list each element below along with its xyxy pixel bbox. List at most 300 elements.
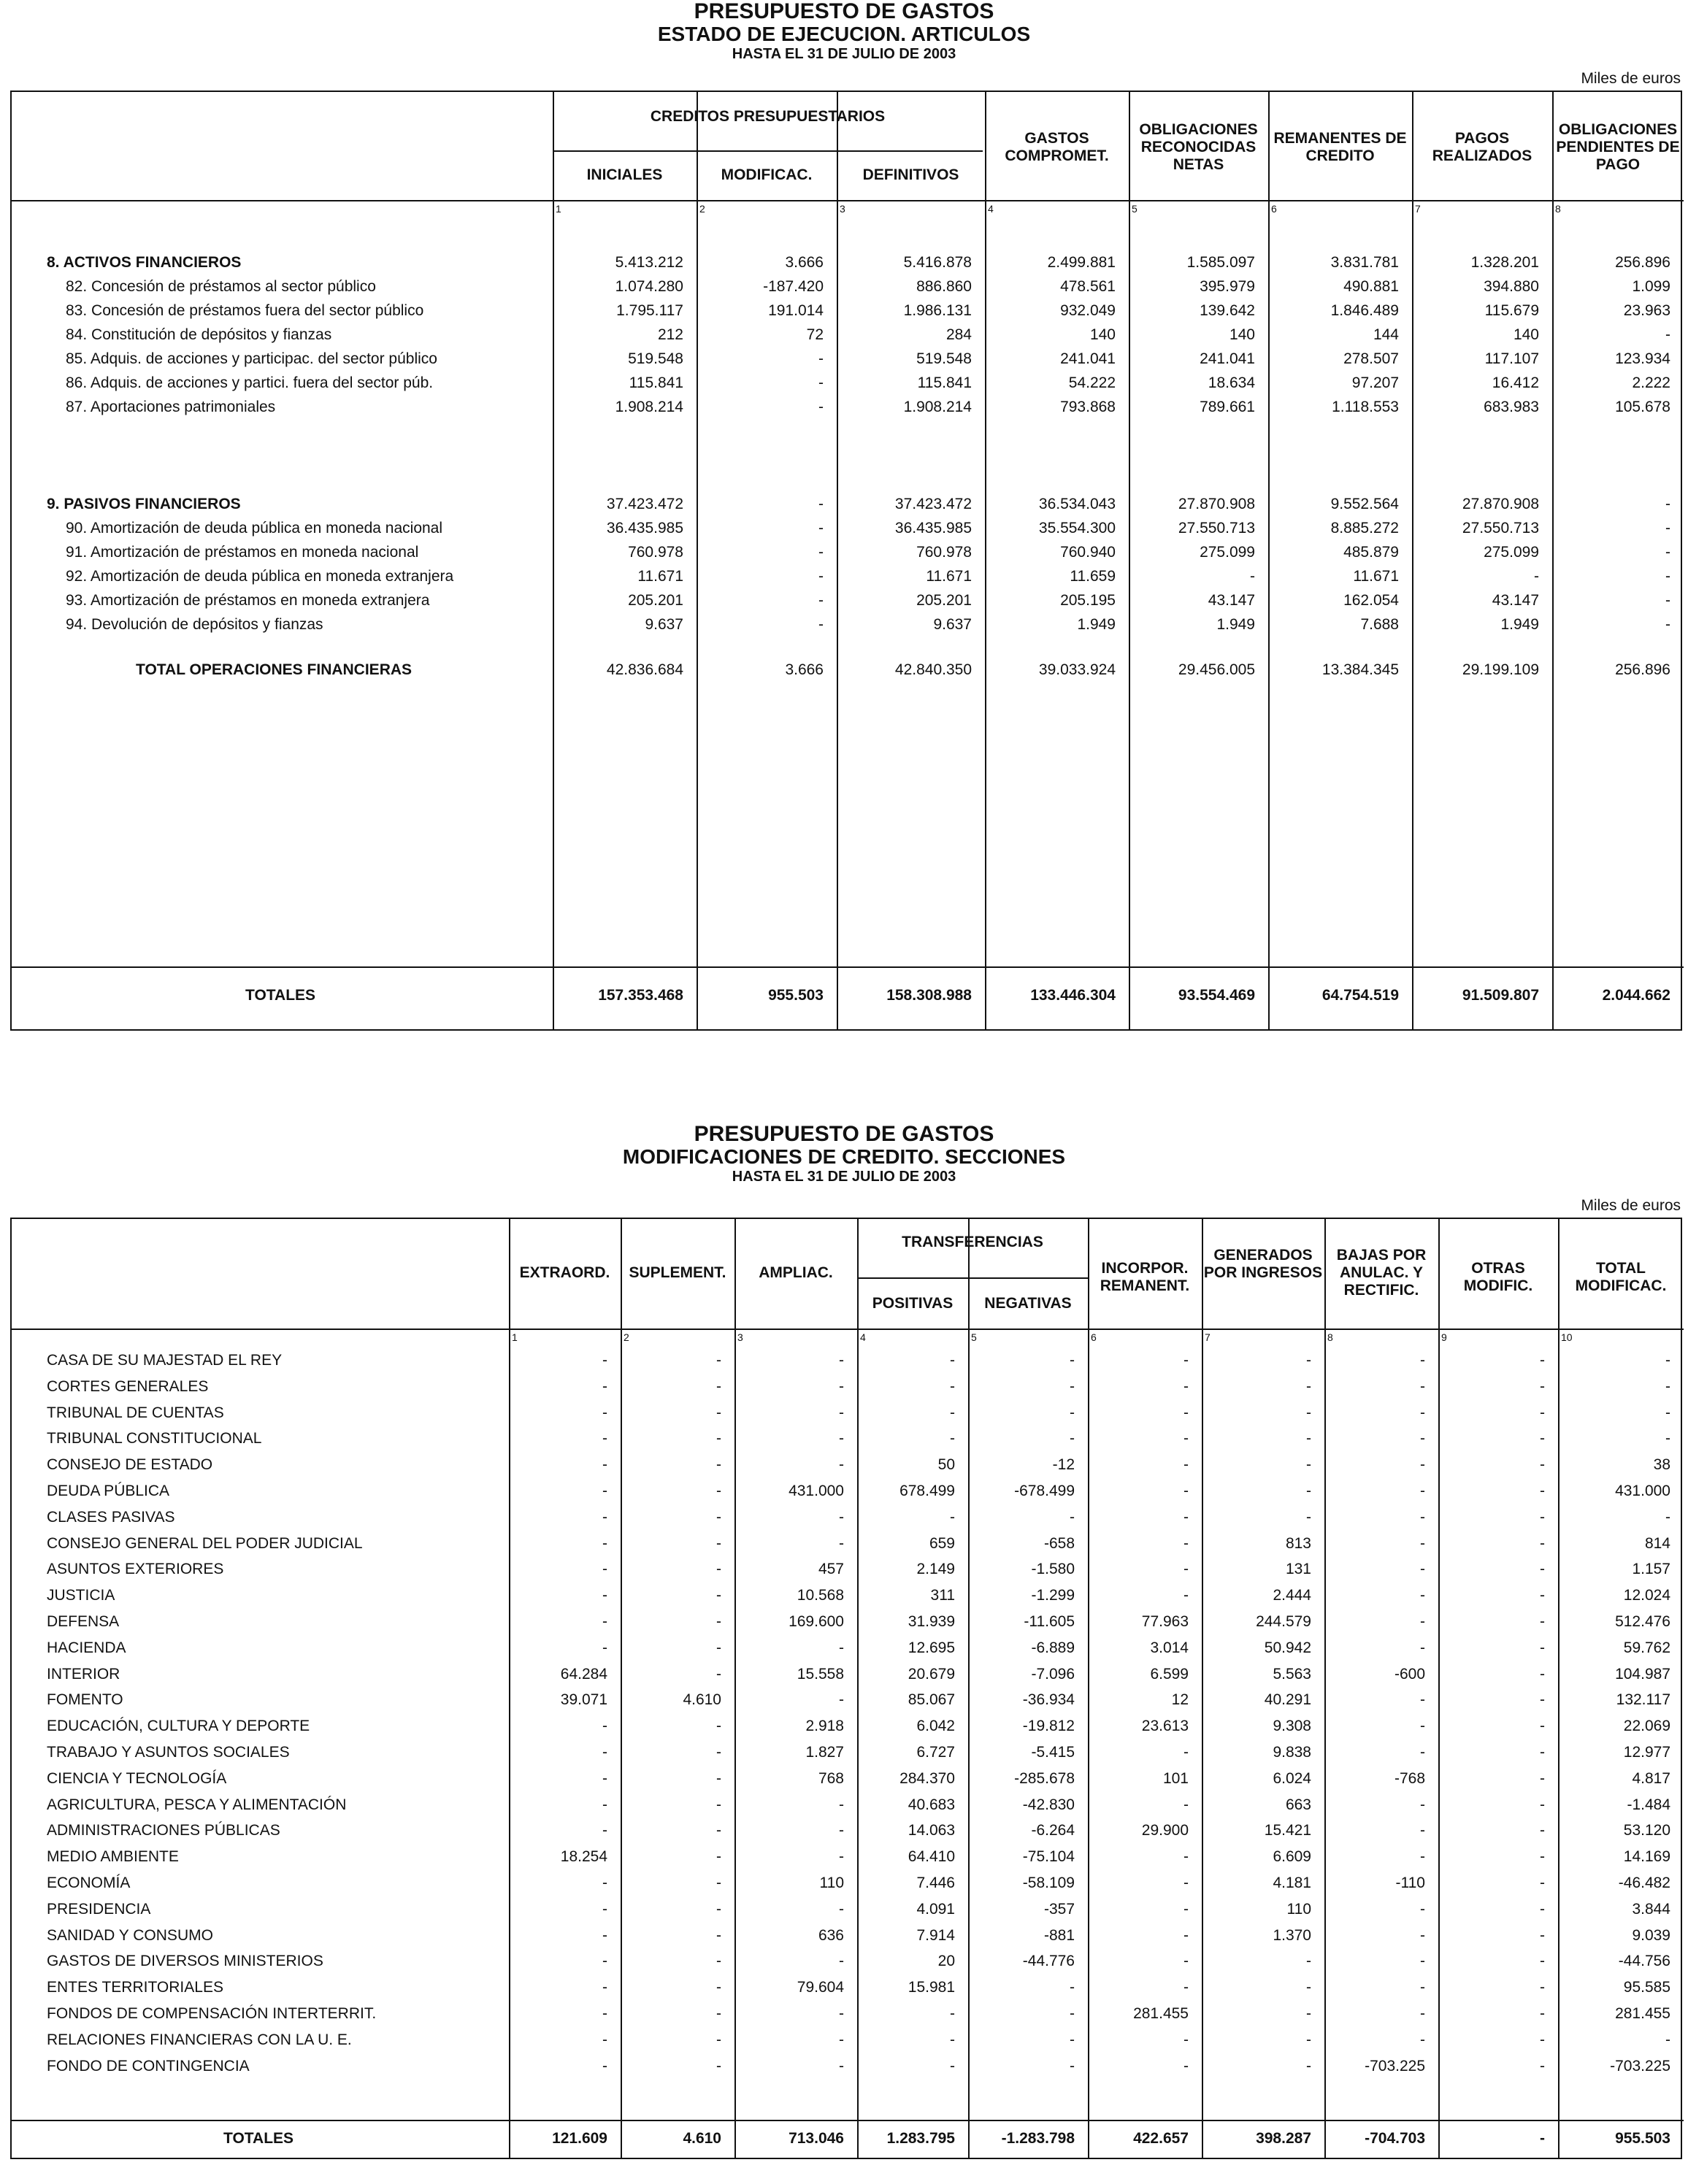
table2-cell: -: [1540, 2058, 1545, 2075]
table1-col-header: REMANENTES DE CREDITO: [1273, 130, 1407, 164]
table2-cell: -: [602, 1404, 607, 1421]
table1-cell: 1.949: [1216, 616, 1255, 633]
table1-col-number: 2: [699, 203, 705, 215]
table2-col-number: 9: [1441, 1331, 1447, 1343]
table2-cell: 131: [1285, 1561, 1311, 1577]
table2-cell: -58.109: [1022, 1875, 1075, 1891]
table2-cell: -: [602, 1352, 607, 1369]
table1-cell: 97.207: [1351, 374, 1399, 391]
table2-cell: -: [839, 1509, 844, 1526]
table1-cell: 54.222: [1068, 374, 1116, 391]
table2-cell: -: [1665, 2031, 1670, 2048]
table2-cell: -: [716, 1718, 721, 1734]
table2-cell: -: [1420, 1561, 1425, 1577]
table2-cell: -: [1540, 1613, 1545, 1630]
table1-cell: 394.880: [1484, 278, 1539, 295]
table1-cell: 9.552.564: [1330, 496, 1399, 512]
table2-cell: -: [839, 2058, 844, 2075]
table1-col-number: 6: [1271, 203, 1277, 215]
table2-cell: -: [1070, 1378, 1075, 1395]
table1-cell: 1.949: [1500, 616, 1539, 633]
table2-cell: -7.096: [1031, 1666, 1075, 1683]
table2-cell: 4.610: [683, 1691, 721, 1708]
table2-cell: 813: [1285, 1535, 1311, 1552]
table2-row-label: HACIENDA: [47, 1639, 126, 1656]
table2-cell: -75.104: [1022, 1848, 1075, 1865]
table1-col-number: 5: [1132, 203, 1138, 215]
table1-row-label: 8. ACTIVOS FINANCIEROS: [47, 254, 242, 271]
table2-cell: -: [1540, 2031, 1545, 2048]
table2-cell: 431.000: [789, 1483, 844, 1499]
table2-total-cell: -1.283.798: [1001, 2130, 1075, 2147]
table2-cell: -: [1665, 1430, 1670, 1447]
table2-cell: -: [1420, 1404, 1425, 1421]
table2-col-header: EXTRAORD.: [519, 1264, 610, 1281]
table2-cell: -: [1665, 1404, 1670, 1421]
table2-cell: -: [602, 1378, 607, 1395]
table2-units: Miles de euros: [1581, 1197, 1681, 1214]
table2-cell: 244.579: [1256, 1613, 1311, 1630]
table2-col-divider: [734, 1219, 736, 2158]
table2-cell: -1.484: [1627, 1796, 1670, 1813]
table1-col-divider: [697, 92, 698, 1029]
table2-row-label: CONSEJO DE ESTADO: [47, 1456, 213, 1473]
table2-cell: -: [716, 1979, 721, 1996]
table2-frame: [10, 1218, 1682, 2159]
table2-cell: -: [1070, 1404, 1075, 1421]
table2-total-cell: 4.610: [683, 2130, 721, 2147]
table2-cell: -: [716, 1483, 721, 1499]
table1-cell: 789.661: [1200, 399, 1255, 415]
table1-cell: 1.908.214: [615, 399, 683, 415]
table1-group-header: CREDITOS PRESUPUESTARIOS: [650, 108, 886, 125]
table2-cell: -: [1306, 1378, 1311, 1395]
table2-cell: -: [1306, 1352, 1311, 1369]
table2-cell: -46.482: [1618, 1875, 1670, 1891]
table2-col-header: POSITIVAS: [872, 1295, 954, 1312]
table2-cell: -: [716, 1796, 721, 1813]
table2-cell: -: [839, 2005, 844, 2022]
table2-cell: -: [1540, 1561, 1545, 1577]
table1-cell: -: [1665, 520, 1670, 537]
table2-col-divider: [1202, 1219, 1203, 2158]
table1-col-header: OBLIGACIONES PENDIENTES DE PAGO: [1556, 121, 1680, 173]
table1-frame: [10, 91, 1682, 1031]
table2-cell: -: [602, 2031, 607, 2048]
table2-cell: -: [1183, 1404, 1189, 1421]
table2-cell: -44.776: [1022, 1953, 1075, 1969]
table2-cell: 110: [1286, 1901, 1311, 1918]
table2-cell: 4.817: [1632, 1770, 1670, 1787]
table1-cell: 1.074.280: [615, 278, 683, 295]
table1-cell: 256.896: [1615, 254, 1670, 271]
table2-cell: -: [716, 1927, 721, 1944]
table2-cell: -: [602, 1535, 607, 1552]
table2-cell: 636: [818, 1927, 844, 1944]
table1-col-header: OBLIGACIONES RECONOCIDAS NETAS: [1139, 121, 1258, 173]
table2-cell: -: [1420, 2005, 1425, 2022]
table1-cell: 39.033.924: [1038, 661, 1116, 678]
table1-total-cell: 2.044.662: [1602, 987, 1670, 1004]
table2-cell: -: [716, 1822, 721, 1839]
table1-cell: 13.384.345: [1321, 661, 1399, 678]
table2-cell: -: [1306, 2031, 1311, 2048]
table2-cell: -768: [1394, 1770, 1425, 1787]
table1-row-label: 9. PASIVOS FINANCIEROS: [47, 496, 241, 512]
table2-cell: -: [1540, 1639, 1545, 1656]
table2-row-label: JUSTICIA: [47, 1587, 115, 1604]
table2-cell: -: [602, 1639, 607, 1656]
table2-col-header: GENERADOS POR INGRESOS: [1203, 1247, 1323, 1281]
table2-row-label: FOMENTO: [47, 1691, 123, 1708]
table1-cell: -: [1250, 568, 1255, 585]
table1-col-divider: [985, 92, 986, 1029]
table2-cell: -1.299: [1031, 1587, 1075, 1604]
table1-cell: 11.671: [1353, 568, 1399, 585]
table2-cell: 281.455: [1615, 2005, 1670, 2022]
table2-cell: -: [602, 1509, 607, 1526]
table2-cell: 12: [1171, 1691, 1189, 1708]
table1-cell: 140: [1089, 326, 1116, 343]
table2-cell: 95.585: [1623, 1979, 1670, 1996]
table2-total-cell: -704.703: [1365, 2130, 1425, 2147]
table2-cell: 659: [929, 1535, 955, 1552]
table2-cell: -: [1540, 1691, 1545, 1708]
table2-row-label: DEFENSA: [47, 1613, 120, 1630]
table1-cell: 205.201: [628, 592, 683, 609]
table2-cell: 2.444: [1273, 1587, 1311, 1604]
table1-row-label: 90. Amortización de deuda pública en moneda nacional: [66, 520, 443, 537]
table1-cell: 36.435.985: [894, 520, 972, 537]
table1-cell: 37.423.472: [894, 496, 972, 512]
table2-cell: -: [1070, 1352, 1075, 1369]
table1-cell: 1.986.131: [903, 302, 972, 319]
table2-cell: 9.039: [1632, 1927, 1670, 1944]
table2-cell: -: [1070, 2058, 1075, 2075]
table2-cell: -19.812: [1022, 1718, 1075, 1734]
table2-total-cell: 422.657: [1133, 2130, 1189, 2147]
table1-cell: 115.841: [629, 374, 683, 391]
table2-cell: -: [716, 1561, 721, 1577]
table1-cell: 36.435.985: [606, 520, 683, 537]
table1-cell: 478.561: [1060, 278, 1116, 295]
table2-cell: 23.613: [1141, 1718, 1189, 1734]
table2-row-label: RELACIONES FINANCIERAS CON LA U. E.: [47, 2031, 352, 2048]
table2-cell: -: [1183, 1848, 1189, 1865]
table2-cell: 104.987: [1615, 1666, 1670, 1683]
table1-group-rule: [553, 150, 983, 152]
table1-row-label: TOTAL OPERACIONES FINANCIERAS: [136, 661, 413, 678]
table1-total-cell: 955.503: [768, 987, 824, 1004]
table1-cell: 683.983: [1484, 399, 1539, 415]
table1-cell: 8.885.272: [1330, 520, 1399, 537]
table2-cell: -: [1665, 1509, 1670, 1526]
table2-cell: 169.600: [789, 1613, 844, 1630]
table2-cell: 4.091: [916, 1901, 955, 1918]
table2-cell: -: [1540, 1483, 1545, 1499]
table2-cell: -: [716, 1848, 721, 1865]
table1-cell: 11.659: [1070, 568, 1116, 585]
table2-cell: -: [1306, 2005, 1311, 2022]
table2-cell: -: [839, 1378, 844, 1395]
table1-subtitle: ESTADO DE EJECUCION. ARTICULOS: [657, 23, 1031, 45]
table2-cell: 39.071: [560, 1691, 607, 1708]
table2-cell: -: [1540, 2005, 1545, 2022]
table2-cell: -: [602, 2058, 607, 2075]
table2-cell: -: [1540, 1378, 1545, 1395]
table1-cell: 115.841: [917, 374, 972, 391]
table1-title: PRESUPUESTO DE GASTOS: [694, 0, 994, 23]
table2-cell: 9.308: [1273, 1718, 1311, 1734]
table2-cell: -: [1070, 1979, 1075, 1996]
table2-cell: -: [839, 2031, 844, 2048]
table2-cell: -: [1420, 1456, 1425, 1473]
table2-row-label: CONSEJO GENERAL DEL PODER JUDICIAL: [47, 1535, 363, 1552]
table1-totals-label: TOTALES: [245, 987, 316, 1004]
table1-cell: 23.963: [1623, 302, 1670, 319]
table2-header-rule: [12, 1329, 1684, 1330]
table2-cell: 7.446: [916, 1875, 955, 1891]
table1-total-cell: 91.509.807: [1462, 987, 1539, 1004]
table2-cell: -: [1183, 1927, 1189, 1944]
table2-cell: -12: [1052, 1456, 1075, 1473]
table2-total-cell: 1.283.795: [886, 2130, 955, 2147]
table2-cell: 20: [937, 1953, 955, 1969]
table1-row-label: 84. Constitución de depósitos y fianzas: [66, 326, 332, 343]
table2-cell: 6.024: [1273, 1770, 1311, 1787]
table1-cell: 35.554.300: [1038, 520, 1116, 537]
table2-cell: -: [839, 1848, 844, 1865]
table1-cell: 43.147: [1208, 592, 1255, 609]
table2-cell: -: [1183, 1352, 1189, 1369]
table2-cell: -: [1183, 2031, 1189, 2048]
table1-col-header: INICIALES: [586, 166, 663, 183]
table2-cell: -: [1183, 1561, 1189, 1577]
table1-cell: -: [818, 544, 824, 561]
table1-cell: 11.671: [926, 568, 972, 585]
table2-cell: -: [1540, 1744, 1545, 1761]
table1-heading: [0, 0, 1688, 63]
table1-col-number: 4: [988, 203, 994, 215]
table1-total-cell: 93.554.469: [1178, 987, 1255, 1004]
table1-cell: 29.456.005: [1178, 661, 1255, 678]
table2-cell: -: [1540, 1953, 1545, 1969]
table2-cell: -: [602, 1822, 607, 1839]
table2-cell: -: [1540, 1979, 1545, 1996]
table1-row-label: 83. Concesión de préstamos fuera del sector público: [66, 302, 424, 319]
table1-total-cell: 64.754.519: [1321, 987, 1399, 1004]
table2-row-label: ENTES TERRITORIALES: [47, 1979, 223, 1996]
table2-cell: 663: [1285, 1796, 1311, 1813]
table2-cell: -: [716, 2005, 721, 2022]
table2-row-label: PRESIDENCIA: [47, 1901, 151, 1918]
table2-cell: -: [839, 1796, 844, 1813]
table2-cell: 768: [818, 1770, 844, 1787]
table2-cell: -: [1183, 1796, 1189, 1813]
table2-cell: -: [716, 2031, 721, 2048]
table2-cell: -: [1183, 1378, 1189, 1395]
table2-cell: -: [950, 2005, 955, 2022]
table2-cell: 12.024: [1623, 1587, 1670, 1604]
table2-cell: -: [602, 1901, 607, 1918]
table2-cell: 512.476: [1615, 1613, 1670, 1630]
table2-cell: -: [950, 1509, 955, 1526]
table2-cell: -: [716, 1666, 721, 1683]
table2-cell: -: [1540, 1430, 1545, 1447]
table2-cell: -: [716, 1901, 721, 1918]
table2-cell: -703.225: [1610, 2058, 1670, 2075]
table2-cell: -: [1183, 1509, 1189, 1526]
table1-cell: 7.688: [1360, 616, 1399, 633]
table2-col-divider: [1324, 1219, 1326, 2158]
table2-cell: -658: [1043, 1535, 1075, 1552]
table2-cell: -: [1420, 1901, 1425, 1918]
table2-cell: -: [1420, 1483, 1425, 1499]
table2-cell: -: [1540, 1718, 1545, 1734]
table2-cell: 457: [818, 1561, 844, 1577]
table1-row-label: 86. Adquis. de acciones y partici. fuera del sector púb.: [66, 374, 434, 391]
table2-cell: -: [950, 1378, 955, 1395]
table2-cell: -: [1183, 1456, 1189, 1473]
table2-cell: -: [1540, 1535, 1545, 1552]
table2-heading: [0, 1123, 1688, 1185]
table2-cell: 6.042: [916, 1718, 955, 1734]
table2-cell: -: [1420, 1718, 1425, 1734]
table1-cell: -: [1665, 616, 1670, 633]
table2-cell: 50.942: [1264, 1639, 1311, 1656]
table2-row-label: AGRICULTURA, PESCA Y ALIMENTACIÓN: [47, 1796, 347, 1813]
table2-cell: 15.981: [908, 1979, 955, 1996]
table2-cell: 29.900: [1141, 1822, 1189, 1839]
table1-cell: 5.413.212: [615, 254, 683, 271]
table2-cell: -6.889: [1031, 1639, 1075, 1656]
table2-cell: 132.117: [1616, 1691, 1670, 1708]
table2-total-cell: -: [1540, 2130, 1545, 2147]
table1-cell: 1.949: [1077, 616, 1116, 633]
table1-cell: 72: [806, 326, 824, 343]
table2-cell: -: [839, 1352, 844, 1369]
table2-row-label: CASA DE SU MAJESTAD EL REY: [47, 1352, 283, 1369]
table2-cell: -881: [1043, 1927, 1075, 1944]
table2-cell: -: [1420, 1953, 1425, 1969]
table2-cell: 59.762: [1623, 1639, 1670, 1656]
table2-cell: 12.695: [908, 1639, 955, 1656]
table2-cell: -: [1540, 1404, 1545, 1421]
table2-cell: -36.934: [1022, 1691, 1075, 1708]
table1-cell: 18.634: [1208, 374, 1255, 391]
table2-cell: -: [602, 1430, 607, 1447]
table2-cell: -285.678: [1014, 1770, 1075, 1787]
table2-cell: -: [950, 2058, 955, 2075]
table2-cell: -: [1540, 1796, 1545, 1813]
table2-cell: -: [1540, 1875, 1545, 1891]
table2-cell: -: [602, 1796, 607, 1813]
table1-cell: -: [818, 616, 824, 633]
table1-col-header: MODIFICAC.: [721, 166, 813, 183]
table1-cell: 485.879: [1343, 544, 1399, 561]
table2-cell: 1.827: [805, 1744, 844, 1761]
table2-total-cell: 398.287: [1256, 2130, 1311, 2147]
table2-row-label: GASTOS DE DIVERSOS MINISTERIOS: [47, 1953, 323, 1969]
table1-cell: -: [1665, 326, 1670, 343]
table2-cell: 15.558: [797, 1666, 844, 1683]
table1-cell: 139.642: [1200, 302, 1255, 319]
table2-row-label: CIENCIA Y TECNOLOGÍA: [47, 1770, 227, 1787]
table2-cell: -: [839, 1404, 844, 1421]
table2-cell: -: [1183, 1953, 1189, 1969]
table2-cell: 40.683: [908, 1796, 955, 1813]
table2-cell: -: [1540, 1927, 1545, 1944]
table2-cell: -: [1420, 1822, 1425, 1839]
table1-cell: 42.836.684: [606, 661, 683, 678]
table1-cell: -: [818, 592, 824, 609]
table2-cell: 85.067: [908, 1691, 955, 1708]
table1-totals-rule: [12, 966, 1684, 968]
table2-row-label: ADMINISTRACIONES PÚBLICAS: [47, 1822, 280, 1839]
table1-col-header: PAGOS REALIZADOS: [1432, 130, 1532, 164]
table1-col-number: 3: [840, 203, 845, 215]
table1-cell: 1.585.097: [1186, 254, 1255, 271]
table2-cell: -: [716, 1770, 721, 1787]
table2-cell: -: [839, 1953, 844, 1969]
table2-cell: -: [716, 1953, 721, 1969]
table2-col-header: OTRAS MODIFIC.: [1463, 1260, 1533, 1294]
table2-cell: 4.181: [1273, 1875, 1311, 1891]
table1-col-divider: [1412, 92, 1413, 1029]
table2-cell: -: [1183, 2058, 1189, 2075]
table1-row-label: 85. Adquis. de acciones y participac. del sector público: [66, 350, 437, 367]
table2-cell: -: [716, 1456, 721, 1473]
table2-cell: -: [1306, 1430, 1311, 1447]
table2-cell: -: [1540, 1352, 1545, 1369]
table2-group-rule: [857, 1277, 1088, 1279]
table1-cell: 886.860: [916, 278, 972, 295]
table2-row-label: SANIDAD Y CONSUMO: [47, 1927, 213, 1944]
table1-cell: 27.550.713: [1178, 520, 1255, 537]
table2-cell: 38: [1653, 1456, 1670, 1473]
table1-cell: 140: [1229, 326, 1255, 343]
table1-cell: 162.054: [1343, 592, 1399, 609]
table2-cell: -: [602, 1456, 607, 1473]
table1-col-header: GASTOS COMPROMET.: [1005, 130, 1109, 164]
table2-cell: -: [1540, 1587, 1545, 1604]
table2-cell: -: [1540, 1666, 1545, 1683]
table1-row-label: 87. Aportaciones patrimoniales: [66, 399, 276, 415]
table1-col-divider: [553, 92, 554, 1029]
table2-cell: -: [1420, 1639, 1425, 1656]
table2-cell: -: [1183, 1430, 1189, 1447]
table2-cell: 9.838: [1273, 1744, 1311, 1761]
table1-cell: 2.499.881: [1047, 254, 1116, 271]
table2-cell: -: [839, 1456, 844, 1473]
table2-col-divider: [857, 1219, 859, 2158]
table2-cell: 64.284: [560, 1666, 607, 1683]
table2-cell: -: [1540, 1770, 1545, 1787]
table2-row-label: INTERIOR: [47, 1666, 120, 1683]
table2-row-label: MEDIO AMBIENTE: [47, 1848, 179, 1865]
table2-period: HASTA EL 31 DE JULIO DE 2003: [732, 1169, 956, 1185]
table2-cell: -: [950, 2031, 955, 2048]
table2-cell: -: [716, 1875, 721, 1891]
table2-col-number: 3: [737, 1331, 743, 1343]
table2-cell: 5.563: [1273, 1666, 1311, 1683]
table1-cell: 117.107: [1484, 350, 1539, 367]
table1-cell: 278.507: [1343, 350, 1399, 367]
table1-col-number: 7: [1415, 203, 1421, 215]
table2-col-divider: [968, 1219, 970, 2158]
table2-cell: 77.963: [1141, 1613, 1189, 1630]
table1-cell: 1.846.489: [1330, 302, 1399, 319]
